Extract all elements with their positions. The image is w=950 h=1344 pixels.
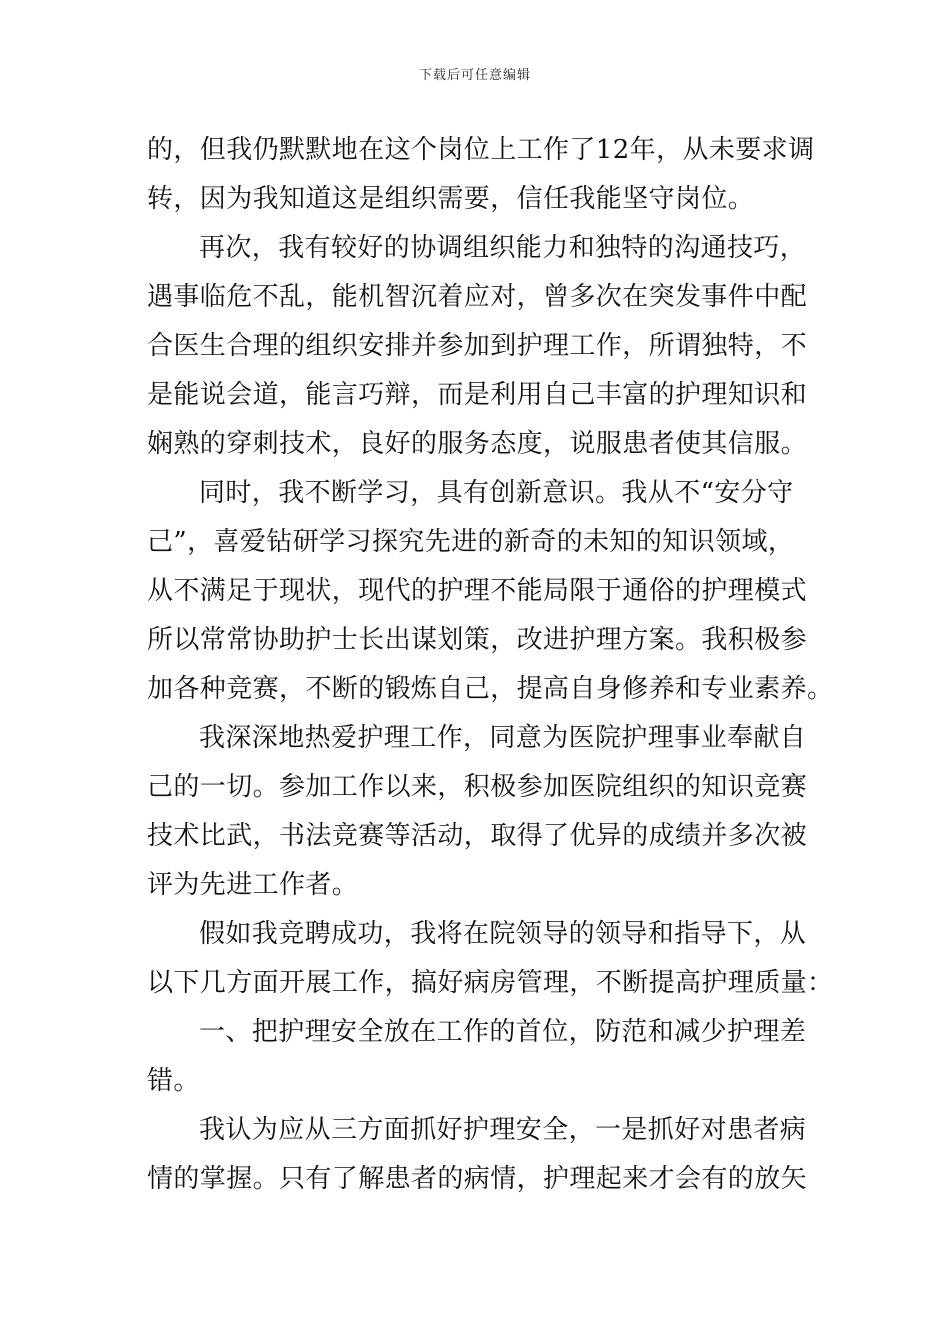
body-text <box>147 126 834 1204</box>
text-line: 的，但我仍默默地在这个岗位上工作了12年，从未要求调 <box>147 135 815 165</box>
text-line: 情的掌握。只有了解患者的病情，护理起来才会有的放矢 <box>147 1164 808 1194</box>
text-line: 技术比武，书法竞赛等活动，取得了优异的成绩并多次被 <box>147 821 808 851</box>
page-header: 下载后可任意编辑 <box>418 68 531 83</box>
text-line: 己”，喜爱钻研学习探究先进的新奇的未知的知识领域， <box>147 527 795 557</box>
text-line: 是能说会道，能言巧辩，而是利用自己丰富的护理知识和 <box>147 380 808 410</box>
text-line: 错。 <box>147 1066 200 1096</box>
text-line: 从不满足于现状，现代的护理不能局限于通俗的护理模式 <box>147 576 808 606</box>
text-line: 娴熟的穿刺技术，良好的服务态度，说服患者使其信服。 <box>147 429 808 459</box>
text-line: 一、把护理安全放在工作的首位，防范和减少护理差 <box>199 1017 807 1047</box>
text-line: 己的一切。参加工作以来，积极参加医院组织的知识竞赛 <box>147 772 808 802</box>
text-line: 再次，我有较好的协调组织能力和独特的沟通技巧， <box>199 233 807 263</box>
text-line: 同时，我不断学习，具有创新意识。我从不“安分守 <box>199 478 794 508</box>
text-line: 加各种竞赛，不断的锻炼自己，提高自身修养和专业素养。 <box>147 674 834 704</box>
text-line: 合医生合理的组织安排并参加到护理工作，所谓独特，不 <box>147 331 808 361</box>
text-line: 我深深地热爱护理工作，同意为医院护理事业奉献自 <box>199 723 807 753</box>
text-line: 假如我竞聘成功，我将在院领导的领导和指导下，从 <box>199 919 807 949</box>
text-line: 转，因为我知道这是组织需要，信任我能坚守岗位。 <box>147 184 755 214</box>
text-line: 遇事临危不乱，能机智沉着应对，曾多次在突发事件中配 <box>147 282 808 312</box>
text-line: 我认为应从三方面抓好护理安全，一是抓好对患者病 <box>199 1115 807 1145</box>
text-line: 以下几方面开展工作，搞好病房管理，不断提高护理质量： <box>147 968 834 998</box>
text-line: 评为先进工作者。 <box>147 870 359 900</box>
text-line: 所以常常协助护士长出谋划策，改进护理方案。我积极参 <box>147 625 808 655</box>
